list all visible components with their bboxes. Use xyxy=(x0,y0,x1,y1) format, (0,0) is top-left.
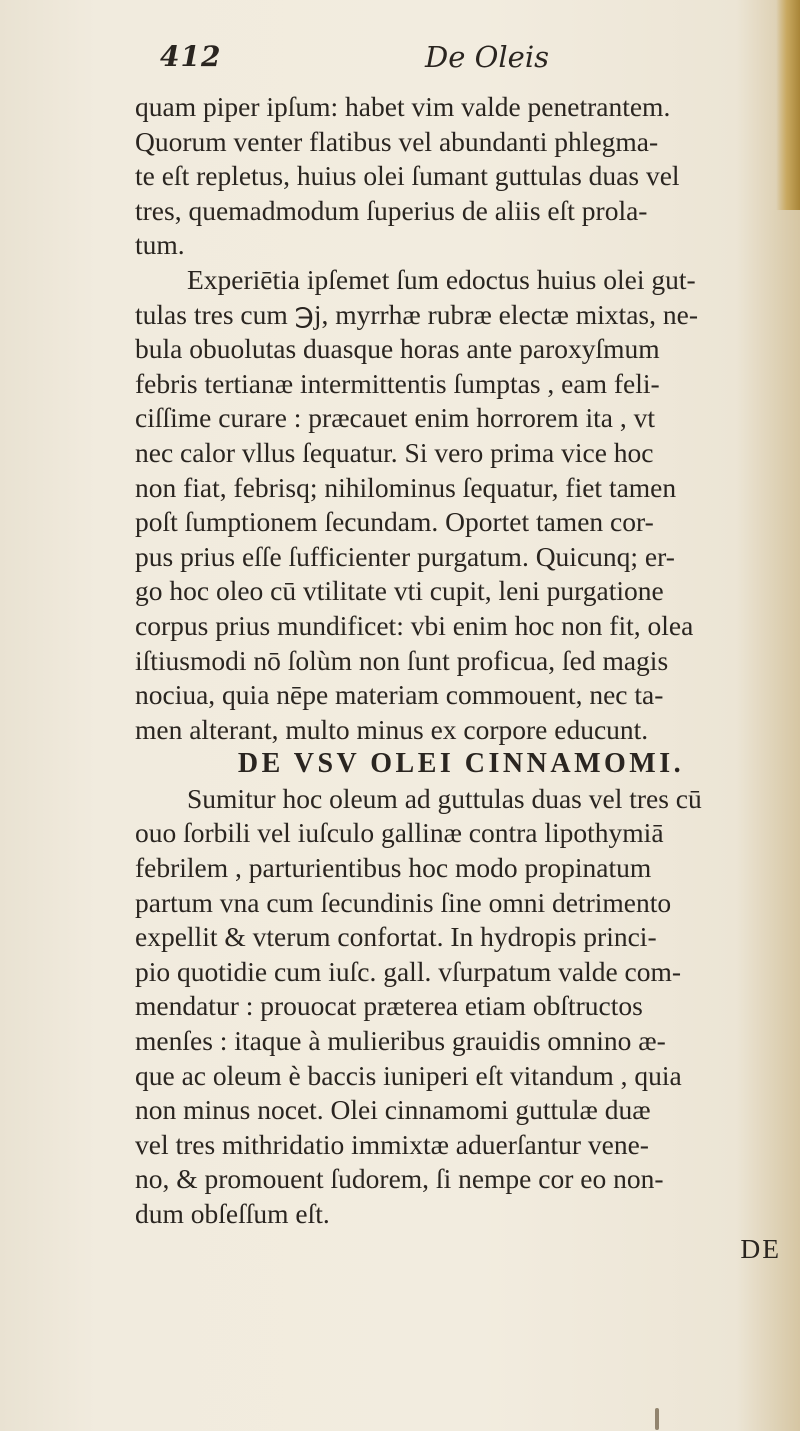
ink-mark xyxy=(655,1408,659,1430)
text-line: corpus prius mundificet: vbi enim hoc non fit, olea xyxy=(135,609,694,641)
text-line: poſt ſumptionem ſecundam. Oportet tamen cor- xyxy=(135,506,654,538)
text-line: febris tertianæ intermittentis ſumptas , eam feli- xyxy=(135,367,660,399)
text-line: tres, quemadmodum ſuperius de aliis eſt prola- xyxy=(135,194,648,226)
text-line: iſtiusmodi nō ſolùm non ſunt proficua, ſed magis xyxy=(135,644,669,676)
text-line: expellit & vterum confortat. In hydropis princi- xyxy=(135,921,657,953)
catchword: DE xyxy=(740,1232,781,1264)
text-line: menſes : itaque à mulieribus grauidis omnino æ- xyxy=(135,1025,666,1057)
text-line: ouo ſorbili vel iuſculo gallinæ contra lipothymiā xyxy=(135,817,664,849)
text-line: te eſt repletus, huius olei ſumant guttulas duas vel xyxy=(135,160,680,192)
text-line: que ac oleum è baccis iuniperi eſt vitandum , quia xyxy=(135,1059,682,1091)
text-line: non minus nocet. Olei cinnamomi guttulæ duæ xyxy=(135,1094,651,1126)
text-line: go hoc oleo cū vtilitate vti cupit, leni purgatione xyxy=(135,575,664,607)
text-line: partum vna cum ſecundinis ſine omni detrimento xyxy=(135,886,672,918)
text-line: ciſſime curare : præcauet enim horrorem ita , vt xyxy=(135,402,656,434)
text-line: nociua, quia nēpe materiam commouent, nec ta- xyxy=(135,679,664,711)
text-line: febrilem , parturientibus hoc modo propinatum xyxy=(135,852,652,884)
text-line: dum obſeſſum eſt. xyxy=(135,1198,330,1229)
page-header xyxy=(160,40,720,80)
text-line: no, & promouent ſudorem, ſi nempe cor eo non- xyxy=(135,1163,664,1195)
text-line: quam piper ipſum: habet vim valde penetrantem. xyxy=(135,91,671,122)
text-line: tum. xyxy=(135,229,185,261)
text-line: pio quotidie cum iuſc. gall. vſurpatum valde com- xyxy=(135,955,682,987)
text-line: tulas tres cum ℈j, myrrhæ rubræ electæ mixtas, ne- xyxy=(135,298,698,330)
section-heading: DE VSV OLEI CINNAMOMI. xyxy=(237,748,685,780)
text-line: Sumitur hoc oleum ad guttulas duas vel tres cū xyxy=(187,782,702,814)
text-line: nec calor vllus ſequatur. Si vero prima vice hoc xyxy=(135,436,654,468)
text-line: men alterant, multo minus ex corpore educunt. xyxy=(135,713,649,745)
text-line: Quorum venter flatibus vel abundanti phlegma- xyxy=(135,125,659,157)
text-line: vel tres mithridatio immixtæ aduerſantur vene- xyxy=(135,1128,649,1160)
text-line: bula obuolutas duasque horas ante paroxyſmum xyxy=(135,333,660,365)
text-line: non fiat, febrisq; nihilominus ſequatur, fiet tamen xyxy=(135,471,677,503)
text-line: pus prius eſſe ſufficienter purgatum. Quicunq; er- xyxy=(135,540,675,572)
page-number: 412 xyxy=(160,40,222,73)
body-text xyxy=(135,90,787,1266)
running-title: De Oleis xyxy=(425,40,550,74)
text-line: Experiētia ipſemet ſum edoctus huius olei gut- xyxy=(187,263,696,295)
text-line: mendatur : prouocat præterea etiam obſtructos xyxy=(135,990,643,1022)
